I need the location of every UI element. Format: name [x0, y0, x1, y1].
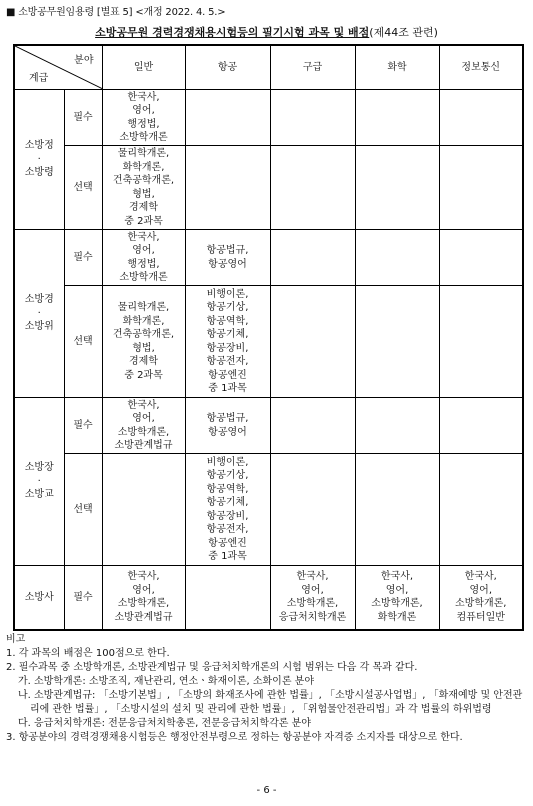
table-row: [14, 230, 523, 286]
note-subitem: 다. 응급처치학개론: 전문응급처치학총론, 전문응급처치학각론 분야: [18, 718, 311, 729]
subjects-cell: [439, 146, 523, 230]
corner-rank-label: 계급: [29, 72, 49, 84]
rank-cell: 소방사: [14, 566, 64, 630]
subjects-cell: [355, 286, 439, 398]
table-row: [14, 566, 523, 630]
title-main: 소방공무원 경력경쟁채용시험등의 필기시험 과목 및 배점: [95, 26, 370, 39]
subjects-cell: 항공법규, 항공영어: [185, 230, 270, 286]
subject-type-cell: 필수: [64, 566, 102, 630]
subjects-table: [13, 44, 524, 631]
subjects-cell: [439, 286, 523, 398]
corner-field-label: 분야: [74, 55, 94, 66]
note-item: 1. 각 과목의 배점은 100점으로 한다.: [6, 648, 170, 659]
subjects-cell: 한국사, 영어, 소방학개론, 컴퓨터일반: [439, 566, 523, 630]
subjects-cell: [270, 398, 355, 454]
subjects-cell: [270, 230, 355, 286]
subject-type-cell: 선택: [64, 146, 102, 230]
subjects-cell: [355, 454, 439, 566]
subject-type-cell: 선택: [64, 454, 102, 566]
title-suffix: (제44조 관련): [369, 26, 438, 39]
column-header: 화학: [355, 45, 439, 90]
column-header: 구급: [270, 45, 355, 90]
subjects-cell: [270, 146, 355, 230]
notes-section: [6, 633, 526, 745]
table-row: [14, 286, 523, 398]
subjects-cell: [270, 90, 355, 146]
subjects-cell: [355, 90, 439, 146]
corner-header-cell: [14, 45, 102, 90]
subjects-cell: [439, 230, 523, 286]
subject-type-cell: 필수: [64, 398, 102, 454]
subjects-cell: [439, 454, 523, 566]
subjects-cell: [355, 398, 439, 454]
page-number: - 6 -: [256, 785, 277, 796]
subjects-cell: 한국사, 영어, 소방학개론, 화학개론: [355, 566, 439, 630]
table-row: [14, 90, 523, 146]
subjects-cell: 한국사, 영어, 소방학개론, 소방관계법규: [102, 566, 185, 630]
subjects-cell: [355, 146, 439, 230]
rank-cell: 소방경 · 소방위: [14, 230, 64, 398]
note-item: 2. 필수과목 중 소방학개론, 소방관계법규 및 응급처치학개론의 시험 범위는 다음 각 목과 같다.: [6, 662, 418, 673]
note-subitem-continued: 리에 관한 법률」, 「소방시설의 설치 및 관리에 관한 법률」, 「위험물안전관리법」과 각 법률의 하위법령: [30, 704, 492, 715]
table-row: [14, 454, 523, 566]
subjects-cell: 한국사, 영어, 소방학개론, 소방관계법규: [102, 398, 185, 454]
subjects-cell: 항공법규, 항공영어: [185, 398, 270, 454]
subjects-cell: [102, 454, 185, 566]
subjects-cell: [439, 398, 523, 454]
column-header: 정보통신: [439, 45, 523, 90]
subjects-cell: [439, 90, 523, 146]
subject-type-cell: 필수: [64, 230, 102, 286]
document-title: [0, 24, 533, 40]
note-item: 3. 항공분야의 경력경쟁채용시험등은 행정안전부령으로 정하는 항공분야 자격증 소지자를 대상으로 한다.: [6, 732, 463, 743]
subjects-cell: [270, 454, 355, 566]
rank-cell: 소방장 · 소방교: [14, 398, 64, 566]
subjects-cell: 한국사, 영어, 소방학개론, 응급처치학개론: [270, 566, 355, 630]
table-row: [14, 398, 523, 454]
subjects-cell: [355, 230, 439, 286]
subjects-cell: [185, 146, 270, 230]
table-row: [14, 146, 523, 230]
subjects-cell: [185, 90, 270, 146]
subject-type-cell: 선택: [64, 286, 102, 398]
subjects-cell: 비행이론, 항공기상, 항공역학, 항공기체, 항공장비, 항공전자, 항공엔진 중 1과목: [185, 286, 270, 398]
document-header: ■ 소방공무원임용령 [별표 5] <개정 2022. 4. 5.>: [6, 7, 226, 18]
subject-type-cell: 필수: [64, 90, 102, 146]
column-header: 일반: [102, 45, 185, 90]
notes-heading: 비고: [6, 634, 26, 645]
subjects-cell: 물리학개론, 화학개론, 건축공학개론, 형법, 경제학 중 2과목: [102, 286, 185, 398]
note-subitem: 나. 소방관계법규: 「소방기본법」, 「소방의 화재조사에 관한 법률」, 「소방시설공사업법」, 「화재예방 및 안전관: [18, 690, 523, 701]
subjects-cell: [185, 566, 270, 630]
subjects-cell: 비행이론, 항공기상, 항공역학, 항공기체, 항공장비, 항공전자, 항공엔진 중 1과목: [185, 454, 270, 566]
subjects-cell: 한국사, 영어, 행정법, 소방학개론: [102, 230, 185, 286]
column-header: 항공: [185, 45, 270, 90]
header-row: [14, 45, 523, 90]
subjects-cell: [270, 286, 355, 398]
rank-cell: 소방정 · 소방령: [14, 90, 64, 230]
subjects-cell: 한국사, 영어, 행정법, 소방학개론: [102, 90, 185, 146]
note-subitem: 가. 소방학개론: 소방조직, 재난관리, 연소ㆍ화재이론, 소화이론 분야: [18, 676, 314, 687]
subjects-cell: 물리학개론, 화학개론, 건축공학개론, 형법, 경제학 중 2과목: [102, 146, 185, 230]
